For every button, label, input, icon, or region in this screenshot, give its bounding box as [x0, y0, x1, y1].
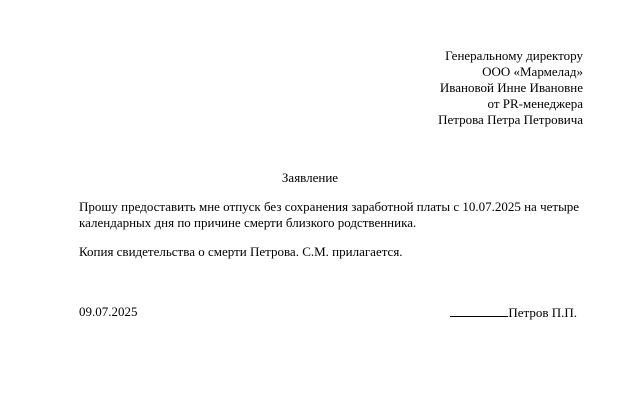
document-title: Заявление [281, 170, 339, 185]
addressee-name: Ивановой Инне Ивановне [439, 80, 583, 95]
signature-name: Петров П.П. [508, 305, 577, 320]
sender-name: Петрова Петра Петровича [438, 112, 583, 127]
request-paragraph [79, 199, 589, 231]
document-date: 09.07.2025 [79, 304, 138, 319]
request-line-2: календарных дня по причине смерти близкого родственника. [79, 215, 417, 230]
sender-position: от PR-менеджера [487, 96, 583, 111]
addressee-position: Генеральному директору [445, 48, 583, 63]
addressee-company: ООО «Мармелад» [482, 64, 583, 79]
signature-line [450, 304, 508, 317]
attachment-paragraph [79, 244, 589, 260]
attachment-line: Копия свидетельства о смерти Петрова. С.М. прилагается. [79, 244, 403, 259]
addressee-block [438, 48, 583, 128]
request-line-1: Прошу предоставить мне отпуск без сохранения заработной платы с 10.07.2025 на четыре [79, 199, 580, 214]
signature-block [450, 304, 577, 321]
